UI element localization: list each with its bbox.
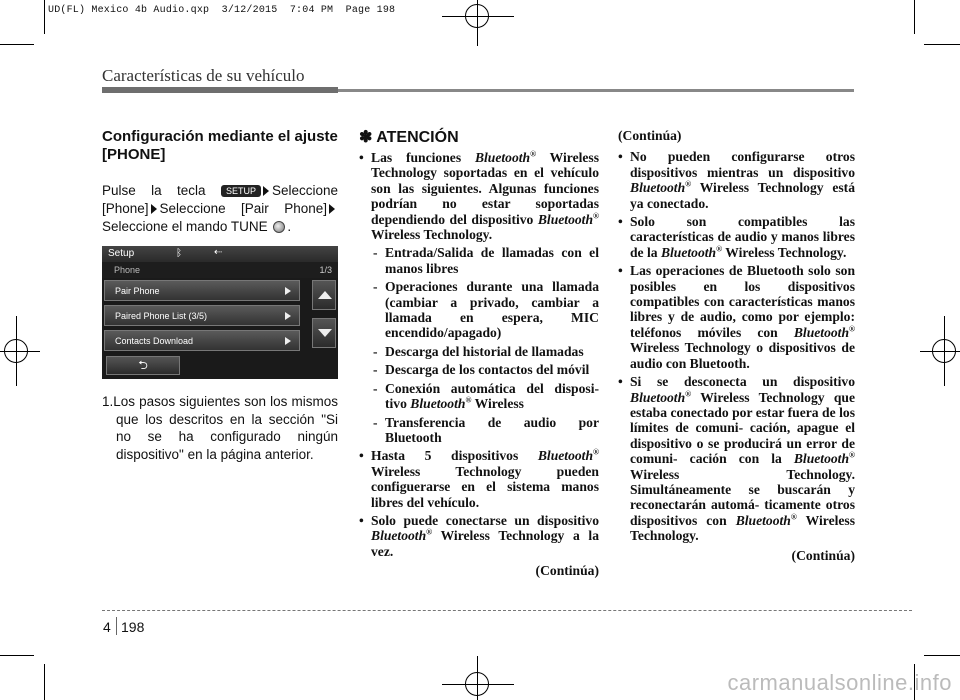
crop-mark bbox=[44, 0, 45, 34]
arrow-right-icon bbox=[285, 287, 291, 295]
paired-phone-list-button bbox=[104, 305, 300, 326]
registered-mark: ® bbox=[849, 324, 855, 334]
text: Wireless Technology. Simultáneamente se buscarán y reconectarán automá- ticamente otros dispositivos con bbox=[630, 466, 855, 528]
menu-item-label: Pair Phone bbox=[115, 286, 160, 296]
arrow-right-icon bbox=[151, 204, 157, 214]
registered-mark: ® bbox=[790, 512, 797, 522]
step-1: 1.Los pasos siguientes son los mismos que los descritos en la sección "Si no se ha configurado ningún dispositivo" en la página anterior. bbox=[102, 394, 338, 462]
setup-screen-illustration bbox=[102, 246, 338, 379]
bluetooth-term: Bluetooth bbox=[630, 389, 686, 405]
registered-mark: ® bbox=[685, 388, 692, 398]
screen-title-bar bbox=[102, 246, 338, 262]
screen-page-indicator: 1/3 bbox=[319, 265, 332, 275]
chapter-number: 4 bbox=[103, 619, 111, 635]
arrow-right-icon bbox=[263, 186, 269, 196]
instruction-text: Seleccione [Pair Phone] bbox=[159, 201, 327, 216]
text: Wireless bbox=[471, 396, 524, 412]
left-column bbox=[102, 128, 338, 463]
instruction-text: Pulse la tecla bbox=[102, 183, 206, 198]
registered-mark: ® bbox=[530, 149, 537, 159]
bluetooth-term: Bluetooth bbox=[735, 512, 791, 528]
bluetooth-term: Bluetooth bbox=[474, 150, 531, 165]
text: No pueden configurarse otros dispositivos mientras un dispositivo bbox=[630, 149, 855, 180]
registration-mark bbox=[442, 16, 514, 17]
scroll-down-button bbox=[312, 318, 336, 348]
text: Wireless Technology pueden configuerarse en el sistema manos libres del vehículo. bbox=[371, 463, 599, 510]
arrow-right-icon bbox=[285, 337, 291, 345]
dash-item: - Entrada/Salida de llamadas con el manos libres bbox=[359, 245, 599, 276]
arrow-right-icon bbox=[285, 312, 291, 320]
usb-icon: ⇠ bbox=[214, 247, 223, 258]
text: Solo son compatibles las características de audio y manos libres de la bbox=[630, 214, 855, 260]
text: Wireless Technology soportadas en el vehículo son las siguientes. Algunas funciones podrían no estar soportadas dependiendo del dispositivo bbox=[371, 150, 599, 227]
continued-note: (Continúa) bbox=[535, 563, 599, 579]
watermark: carmanualsonline.info bbox=[727, 670, 952, 695]
pair-phone-button bbox=[104, 280, 300, 301]
crop-mark bbox=[924, 655, 960, 656]
text: Wireless Technology está ya conectado. bbox=[630, 180, 855, 211]
registered-mark: ® bbox=[716, 244, 723, 254]
print-slug: UD(FL) Mexico 4b Audio.qxp 3/12/2015 7:04 PM Page 198 bbox=[48, 5, 396, 16]
dash-item: - Transferencia de audio por Bluetooth bbox=[359, 415, 599, 446]
bullet-item bbox=[359, 150, 599, 242]
crop-mark bbox=[44, 664, 45, 700]
text: Hasta 5 dispositivos bbox=[371, 448, 538, 464]
page-number-separator bbox=[116, 617, 117, 635]
footer-rule bbox=[102, 610, 912, 611]
page-number: 198 bbox=[121, 619, 145, 635]
registration-mark bbox=[442, 684, 514, 685]
instruction-text: . bbox=[287, 219, 292, 234]
screen-title: Setup bbox=[108, 248, 135, 259]
text: Wireless Technology que estaba conectado por estar fuera de los límites de comuni- cación, apague el dispositivo o se producirá un error de comuni- cación con la bbox=[630, 389, 855, 467]
registration-mark bbox=[477, 0, 478, 46]
registration-mark bbox=[0, 351, 40, 352]
bluetooth-term: Bluetooth bbox=[537, 448, 594, 464]
bullet-item bbox=[359, 448, 599, 510]
registration-mark bbox=[477, 656, 478, 700]
text: Wireless Technology a la vez. bbox=[371, 528, 599, 559]
right-column bbox=[618, 128, 855, 563]
bluetooth-term: Bluetooth bbox=[630, 180, 686, 196]
text: Solo puede conectarse un dispositivo bbox=[371, 512, 599, 528]
bluetooth-term: Bluetooth bbox=[537, 211, 594, 227]
bluetooth-term: Bluetooth bbox=[793, 324, 850, 340]
registered-mark: ® bbox=[849, 450, 855, 460]
bluetooth-icon: ᛒ bbox=[176, 248, 182, 259]
menu-item-label: Contacts Download bbox=[115, 336, 194, 346]
dash-item bbox=[359, 381, 599, 412]
menu-item-label: Paired Phone List (3/5) bbox=[115, 311, 208, 321]
registered-mark: ® bbox=[465, 395, 472, 405]
back-icon: ⮌ bbox=[138, 358, 148, 372]
tune-knob-icon bbox=[273, 221, 285, 233]
bluetooth-term: Bluetooth bbox=[371, 528, 427, 544]
bluetooth-term: Bluetooth bbox=[793, 451, 850, 467]
registered-mark: ® bbox=[426, 527, 433, 537]
registered-mark: ® bbox=[685, 179, 692, 189]
attention-column bbox=[359, 128, 599, 579]
screen-subtitle-bar bbox=[102, 262, 338, 278]
text: Wireless Technology o dispositivos de audio con Bluetooth. bbox=[630, 340, 855, 371]
setup-key-icon: SETUP bbox=[221, 185, 261, 197]
text: Las funciones bbox=[371, 150, 475, 165]
header-rule bbox=[102, 89, 854, 92]
text: Si se desconecta un dispositivo bbox=[630, 374, 855, 390]
bullet-item bbox=[618, 214, 855, 260]
bluetooth-term: Bluetooth bbox=[660, 244, 717, 260]
continued-note: (Continúa) bbox=[791, 547, 855, 563]
dash-item: - Descarga de los contactos del móvil bbox=[359, 362, 599, 377]
crop-mark bbox=[924, 44, 960, 45]
text: Wireless Technology. bbox=[630, 512, 855, 544]
dash-item: - Descarga del historial de llamadas bbox=[359, 344, 599, 359]
bullet-item bbox=[618, 263, 855, 371]
arrow-right-icon bbox=[329, 204, 335, 214]
scroll-up-button bbox=[312, 280, 336, 310]
screen-subtitle: Phone bbox=[114, 265, 141, 275]
registration-mark bbox=[920, 351, 960, 352]
text: Conexión automática del disposi- tivo bbox=[385, 380, 599, 412]
instruction-text: Seleccione [Phone] bbox=[102, 183, 338, 216]
continued-note-top: (Continúa) bbox=[618, 128, 682, 143]
crop-mark bbox=[0, 655, 34, 656]
section-title: Configuración mediante el ajuste [PHONE] bbox=[102, 128, 338, 163]
contacts-download-button bbox=[104, 330, 300, 351]
bullet-item bbox=[359, 513, 599, 559]
crop-mark bbox=[914, 0, 915, 34]
text: Wireless Technology. bbox=[722, 244, 847, 260]
back-button bbox=[106, 356, 180, 375]
text: Wireless Technology. bbox=[371, 227, 493, 243]
instructions-paragraph bbox=[102, 182, 338, 236]
arrow-down-icon bbox=[318, 329, 332, 337]
arrow-up-icon bbox=[318, 291, 332, 299]
page-header-title: Características de su vehículo bbox=[102, 66, 305, 85]
registered-mark: ® bbox=[593, 447, 599, 457]
dash-item: - Operaciones durante una llamada (cambiar a privado, cambiar a llamada en espera, MIC encendido/apagado) bbox=[359, 279, 599, 341]
instruction-text: Seleccione el mando TUNE bbox=[102, 219, 268, 234]
attention-title: ✽ ATENCIÓN bbox=[359, 129, 459, 146]
registered-mark: ® bbox=[593, 211, 599, 221]
bluetooth-term: Bluetooth bbox=[410, 396, 466, 412]
bullet-item bbox=[618, 374, 855, 543]
text: Las operaciones de Bluetooth solo son posibles en los dispositivos compatibles con características manos libres y de audio, como por ejemplo: teléfonos móviles con bbox=[630, 263, 855, 340]
bullet-item bbox=[618, 149, 855, 211]
crop-mark bbox=[0, 44, 34, 45]
